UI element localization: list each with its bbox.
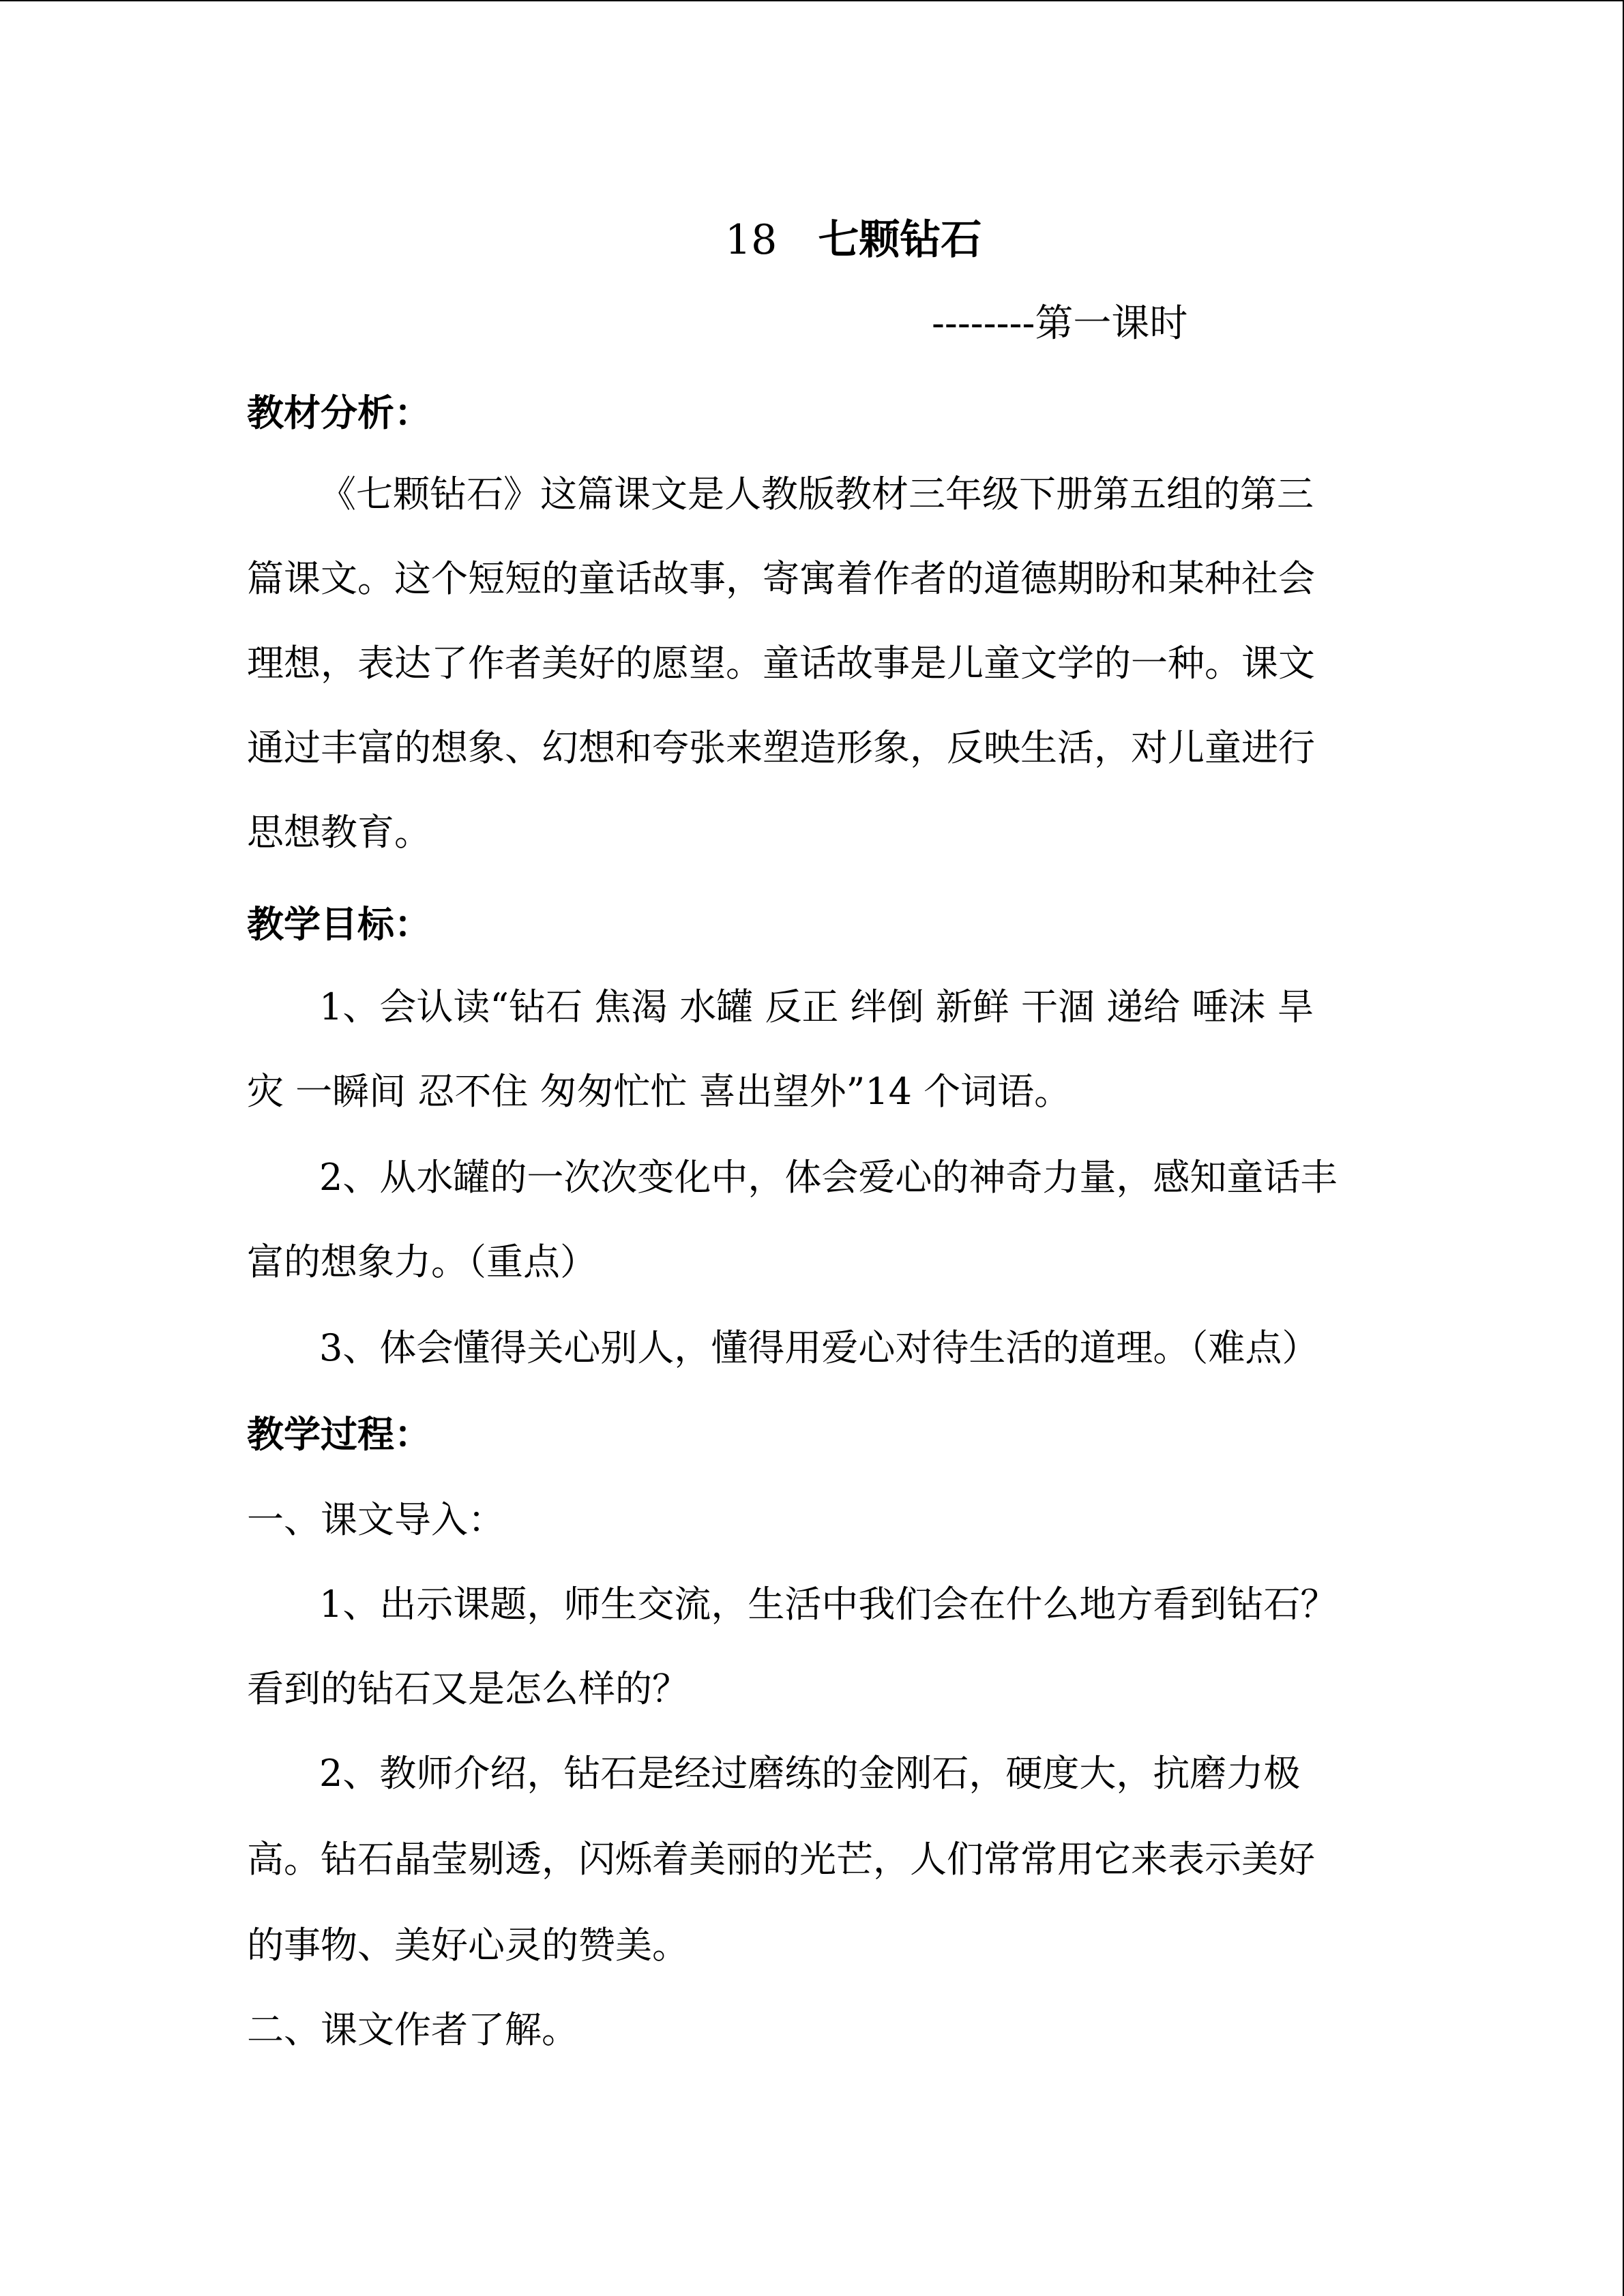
process-line-7: 二、课文作者了解。 xyxy=(247,2008,578,2051)
process-line-1: 一、课文导入： xyxy=(247,1498,505,1541)
analysis-line-3: 理想，表达了作者美好的愿望。童话故事是儿童文学的一种。课文 xyxy=(247,642,1315,685)
analysis-line-1: 《七颗钻石》这篇课文是人教版教材三年级下册第五组的第三 xyxy=(319,473,1314,516)
lesson-subtitle: --------第一课时 xyxy=(932,301,1188,346)
lesson-title xyxy=(725,213,981,267)
process-heading: 教学过程： xyxy=(247,1412,431,1456)
process-line-3: 看到的钻石又是怎么样的？ xyxy=(247,1667,689,1710)
process-line-2: 1、出示课题，师生交流，生活中我们会在什么地方看到钻石？ xyxy=(319,1583,1338,1626)
goals-line-1: 1、会认读“钻石 焦渴 水罐 反正 绊倒 新鲜 干涸 递给 唾沫 旱 xyxy=(319,985,1314,1028)
analysis-line-4: 通过丰富的想象、幻想和夸张来塑造形象，反映生活，对儿童进行 xyxy=(247,726,1315,769)
goals-heading: 教学目标： xyxy=(247,902,431,946)
goals-line-2: 灾 一瞬间 忍不住 匆匆忙忙 喜出望外”14 个词语。 xyxy=(247,1070,1072,1113)
lesson-title-text: 七颗钻石 xyxy=(818,216,982,264)
analysis-line-5: 思想教育。 xyxy=(247,811,431,854)
goals-line-5: 3、体会懂得关心别人，懂得用爱心对待生活的道理。（难点） xyxy=(319,1326,1319,1369)
process-line-4: 2、教师介绍，钻石是经过磨练的金刚石，硬度大，抗磨力极 xyxy=(319,1752,1301,1795)
goals-line-3: 2、从水罐的一次次变化中，体会爱心的神奇力量，感知童话丰 xyxy=(319,1156,1338,1199)
analysis-heading: 教材分析： xyxy=(247,391,431,434)
lesson-number: 18 xyxy=(725,216,778,264)
goals-line-4: 富的想象力。（重点） xyxy=(247,1240,597,1283)
analysis-line-2: 篇课文。这个短短的童话故事，寄寓着作者的道德期盼和某种社会 xyxy=(247,557,1315,600)
process-line-6: 的事物、美好心灵的赞美。 xyxy=(247,1924,689,1967)
process-line-5: 高。钻石晶莹剔透，闪烁着美丽的光芒，人们常常用它来表示美好 xyxy=(247,1838,1315,1881)
